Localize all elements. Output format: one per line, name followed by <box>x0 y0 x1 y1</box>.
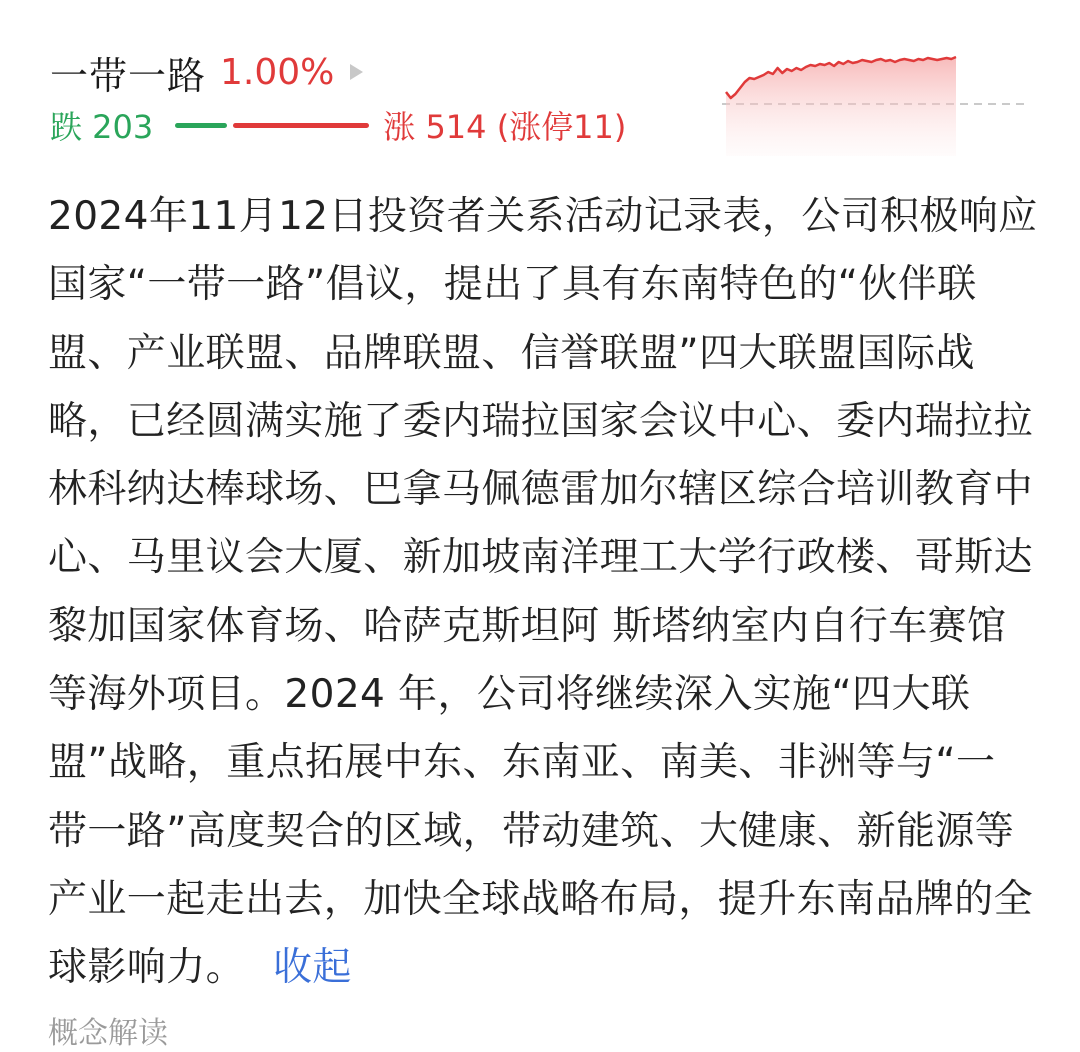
collapse-link[interactable]: 收起 <box>273 945 352 991</box>
sparkline-area <box>726 57 956 156</box>
sector-name[interactable]: 一带一路 <box>50 53 207 98</box>
advance-decline-row <box>50 100 626 150</box>
next-section-heading: 概念解读 <box>48 1016 168 1051</box>
description-text: 2024年11月12日投资者关系活动记录表，公司积极响应国家“一带一路”倡议，提出了具有东南特色的“伙伴联盟、产业联盟、品牌联盟、信誉联盟”四大联盟国际战略，已经圆满实施了委内瑞拉国家会议中心、委内瑞拉拉林科纳达棒球场、巴拿马佩德雷加尔辖区综合培训教育中心、马里议会大厦、新加坡南洋理工大学行政楼、哥斯达黎加国家体育场、哈萨克斯坦阿 斯塔纳室内自行车赛馆等海外项目。2024 年，公司将继续深入实施“四大联盟”战略，重点拓展中东、东南亚、南美、非洲等与“一 带一路”高度契合的区域，带动建筑、大健康、新能源等产业一起走出去，加快全球战略布局，提升东南品牌的全球影响力。 <box>48 194 1038 991</box>
advance-bar <box>233 123 369 128</box>
intraday-sparkline[interactable] <box>722 50 1028 156</box>
decline-bar <box>175 123 227 128</box>
sector-header <box>0 0 1080 170</box>
sector-change-pct: 1.00% <box>220 51 335 93</box>
advance-count: 涨 514 (涨停11) <box>383 108 627 146</box>
play-triangle-icon[interactable] <box>350 64 363 80</box>
sector-title-row[interactable] <box>50 46 363 98</box>
decline-count: 跌 203 <box>50 108 154 146</box>
sector-description <box>48 183 1038 1003</box>
